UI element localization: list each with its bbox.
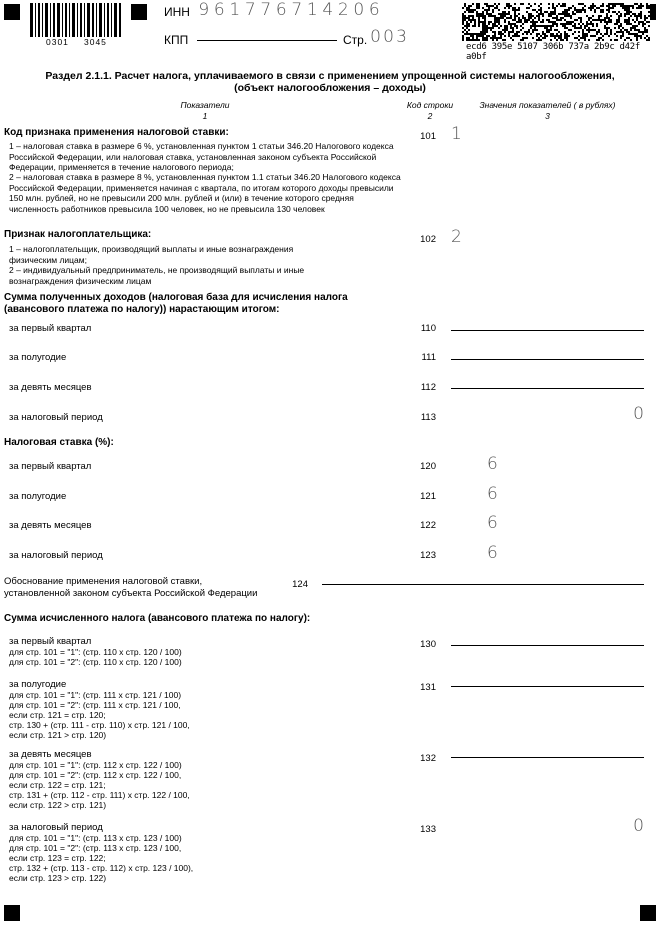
income-row-label: за первый квартал <box>9 323 92 334</box>
calc-formula: для стр. 101 = "2": (стр. 110 х стр. 120 / 100) <box>9 657 182 667</box>
inn-digit: 1 <box>229 0 241 20</box>
inn-digit: 4 <box>322 0 334 20</box>
inn-digit: 2 <box>337 0 349 20</box>
rate-code-option-2: 2 – налоговая ставка в размере 8 %, установленная пунктом 1.1 статьи 346.20 Налогового кодекса Российской Федерации, применяется начиная с квартала, по итогам которого доходы превысили 150 млн. рублей, но не превысили 200 млн. рублей и (или) в течение которого средняя численность работников превысила 100 человек, но не превысила 130 человек <box>9 172 401 214</box>
income-q1-field[interactable] <box>451 330 644 331</box>
rate-code-value[interactable]: 1 <box>451 124 462 144</box>
line-code-130: 130 <box>420 639 436 650</box>
income-title: Сумма полученных доходов (налоговая база для исчисления налога (авансового платежа по налогу)) нарастающим итогом: <box>4 292 348 315</box>
rate-row-label: за девять месяцев <box>9 520 92 531</box>
calc-formula: если стр. 121 > стр. 120) <box>9 730 107 740</box>
page-digit: 0 <box>370 27 381 47</box>
col1-header: Показатели <box>180 100 230 110</box>
calc-formula: для стр. 101 = "2": (стр. 112 х стр. 122 / 100, <box>9 770 182 780</box>
registration-mark-top-left <box>4 4 20 20</box>
line-code-112: 112 <box>420 382 436 393</box>
taxpayer-option-1: 1 – налогоплательщик, производящий выплаты и иные вознаграждения физическим лицам; <box>9 244 294 265</box>
line-code-113: 113 <box>420 412 436 423</box>
line-code-102: 102 <box>420 234 436 245</box>
section-subtitle: (объект налогообложения – доходы) <box>234 82 426 94</box>
calc-formula: если стр. 123 > стр. 122) <box>9 873 107 883</box>
page-value <box>369 27 408 47</box>
calc-formula: если стр. 121 = стр. 120; <box>9 710 106 720</box>
calc-formula: если стр. 123 = стр. 122; <box>9 853 106 863</box>
inn-digit: 7 <box>260 0 272 20</box>
calc-formula: для стр. 101 = "2": (стр. 111 х стр. 121 / 100, <box>9 700 181 710</box>
line-code-120: 120 <box>420 461 436 472</box>
calc-formula: для стр. 101 = "1": (стр. 113 х стр. 123 / 100) <box>9 833 182 843</box>
calc-formula: если стр. 122 > стр. 121) <box>9 800 107 810</box>
line-code-133: 133 <box>420 824 436 835</box>
kpp-field-line <box>197 40 337 41</box>
income-9m-field[interactable] <box>451 388 644 389</box>
line-code-123: 123 <box>420 550 436 561</box>
rate-row-label: за первый квартал <box>9 461 92 472</box>
rate-row-label: за полугодие <box>9 491 67 502</box>
calc-9m-field[interactable] <box>451 757 644 758</box>
inn-digit: 0 <box>353 0 365 20</box>
line-code-132: 132 <box>420 753 436 764</box>
rate-h1-value[interactable]: 6 <box>487 484 498 504</box>
justification-field[interactable] <box>322 584 644 585</box>
line-code-121: 121 <box>420 491 436 502</box>
inn-digit: 6 <box>213 0 225 20</box>
page-digit: 3 <box>396 27 407 47</box>
section-title: Раздел 2.1.1. Расчет налога, уплачиваемого в связи с применением упрощенной системы налогообложения, <box>45 70 615 82</box>
registration-mark-top-mid <box>131 4 147 20</box>
income-period-value[interactable]: 0 <box>633 404 644 424</box>
calc-row-label: за полугодие <box>9 679 67 690</box>
calc-formula: стр. 130 + (стр. 111 - стр. 110) х стр. 121 / 100, <box>9 720 190 730</box>
calc-row-label: за налоговый период <box>9 822 103 833</box>
line-code-124: 124 <box>292 579 308 590</box>
inn-digit: 7 <box>291 0 303 20</box>
rate-row-label: за налоговый период <box>9 550 103 561</box>
income-h1-field[interactable] <box>451 359 644 360</box>
rate-code-option-1: 1 – налоговая ставка в размере 6 %, установленная пунктом 1 статьи 346.20 Налогового кодекса Российской Федерации, или налоговая ставка, установленная законом субъекта Российской Федерации, применяется в течение налогового периода; <box>9 141 394 172</box>
linear-barcode <box>30 3 122 37</box>
line-code-110: 110 <box>420 323 436 334</box>
calc-formula: если стр. 122 = стр. 121; <box>9 780 106 790</box>
page-digit: 0 <box>383 27 394 47</box>
page-label: Стр. <box>343 33 368 47</box>
line-code-131: 131 <box>420 682 436 693</box>
income-row-label: за девять месяцев <box>9 382 92 393</box>
calc-formula: стр. 131 + (стр. 112 - стр. 111) х стр. 122 / 100, <box>9 790 190 800</box>
col2-number: 2 <box>427 111 433 121</box>
col3-header: Значения показателей ( в рублях) <box>479 100 616 110</box>
qr-code <box>462 3 650 41</box>
justification-label-line-1: Обоснование применения налоговой ставки, <box>4 576 203 587</box>
col1-number: 1 <box>202 111 208 121</box>
col3-number: 3 <box>545 111 550 121</box>
inn-label: ИНН <box>164 5 190 19</box>
registration-mark-bottom-right <box>640 905 656 921</box>
registration-mark-bottom-left <box>4 905 20 921</box>
calc-period-value[interactable]: 0 <box>633 816 644 836</box>
inn-value <box>196 0 382 20</box>
rate-q1-value[interactable]: 6 <box>487 454 498 474</box>
inn-digit: 7 <box>244 0 256 20</box>
barcode-number-right: 3045 <box>84 37 107 47</box>
inn-digit: 6 <box>368 0 380 20</box>
rate-code-title: Код признака применения налоговой ставки: <box>4 127 229 138</box>
barcode-number-left: 0301 <box>46 37 69 47</box>
calc-formula: для стр. 101 = "1": (стр. 111 х стр. 121 / 100) <box>9 690 182 700</box>
calc-formula: для стр. 101 = "2": (стр. 113 х стр. 123 / 100, <box>9 843 182 853</box>
kpp-label: КПП <box>164 33 189 47</box>
inn-digit: 6 <box>275 0 287 20</box>
rate-period-value[interactable]: 6 <box>487 543 498 563</box>
income-row-label: за полугодие <box>9 352 67 363</box>
line-code-101: 101 <box>420 131 436 142</box>
taxpayer-option-2: 2 – индивидуальный предприниматель, не производящий выплаты и иные вознаграждения физическим лицам <box>9 265 305 286</box>
calc-row-label: за девять месяцев <box>9 749 92 760</box>
calc-formula: для стр. 101 = "1": (стр. 112 х стр. 122 / 100) <box>9 760 182 770</box>
col2-header: Код строки <box>406 100 454 110</box>
justification-label-line-2: установленной законом субъекта Российской Федерации <box>4 588 258 599</box>
rate-9m-value[interactable]: 6 <box>487 513 498 533</box>
calc-formula: для стр. 101 = "1": (стр. 110 х стр. 120 / 100) <box>9 647 182 657</box>
taxpayer-title: Признак налогоплательщика: <box>4 229 152 240</box>
inn-digit: 9 <box>198 0 210 20</box>
calc-formula: стр. 132 + (стр. 113 - стр. 112) х стр. 123 / 100), <box>9 863 194 873</box>
calc-h1-field[interactable] <box>451 686 644 687</box>
line-code-122: 122 <box>420 520 436 531</box>
calc-title: Сумма исчисленного налога (авансового платежа по налогу): <box>4 613 311 624</box>
taxpayer-value[interactable]: 2 <box>451 227 462 247</box>
calc-q1-field[interactable] <box>451 645 644 646</box>
calc-row-label: за первый квартал <box>9 636 92 647</box>
qr-code-text: ecd6 395e 5107 306b 737a 2b9c d42f a0bf <box>466 42 641 62</box>
inn-digit: 1 <box>306 0 318 20</box>
line-code-111: 111 <box>421 352 436 363</box>
tax-rate-title: Налоговая ставка (%): <box>4 437 114 448</box>
income-row-label: за налоговый период <box>9 412 103 423</box>
